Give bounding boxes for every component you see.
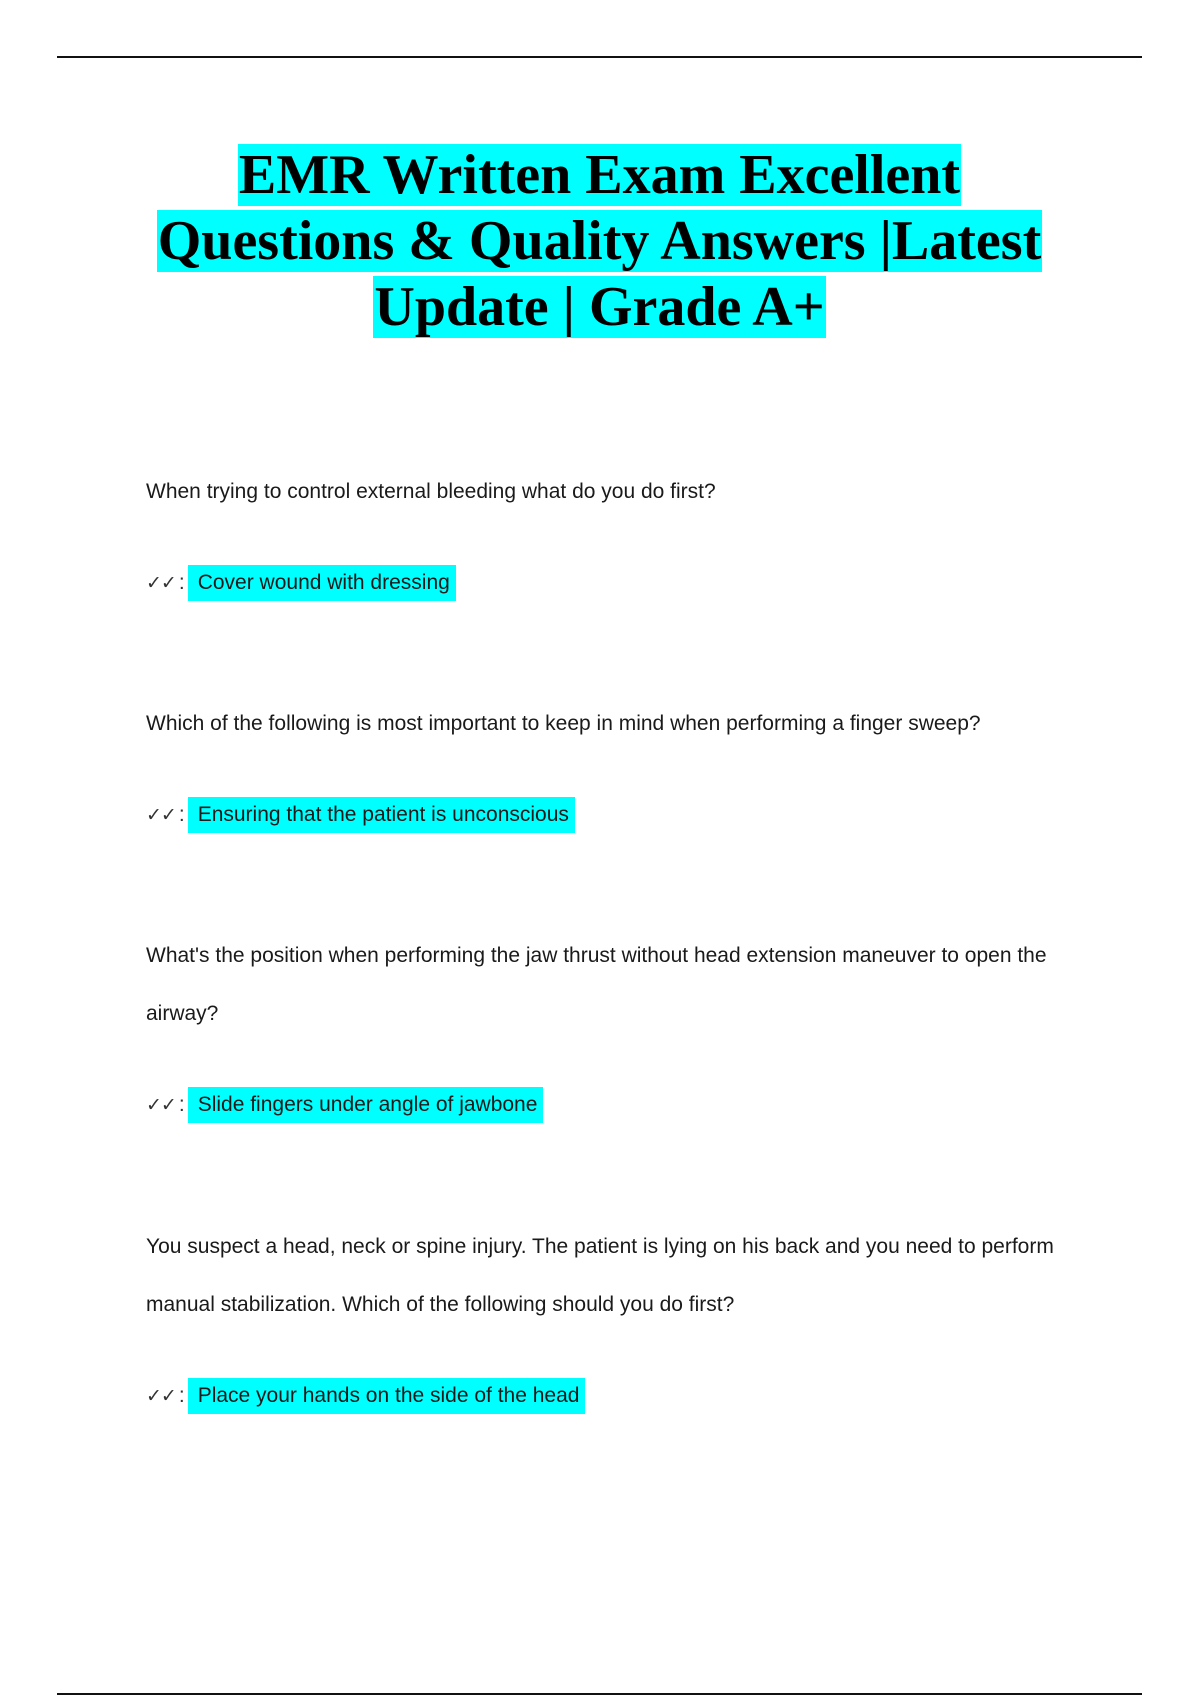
answer-text: Ensuring that the patient is unconscious — [188, 797, 575, 833]
question-text: What's the position when performing the jaw thrust without head extension maneuver to open the airway? — [146, 944, 1047, 1025]
question-text: You suspect a head, neck or spine injury. The patient is lying on his back and you need to perform manual stabilization. Which of the following should you do first? — [146, 1235, 1054, 1316]
double-check-icon: ✓✓ — [146, 1094, 176, 1116]
title-line-3: Update | Grade A+ — [374, 276, 825, 338]
double-check-icon: ✓✓ — [146, 572, 176, 594]
qa-item-1 — [146, 477, 1086, 594]
answer-text: Slide fingers under angle of jawbone — [188, 1087, 544, 1123]
double-check-icon: ✓✓ — [146, 804, 176, 826]
answer-text: Place your hands on the side of the head — [188, 1378, 586, 1414]
top-rule — [57, 56, 1142, 58]
answer-text: Cover wound with dressing — [188, 565, 456, 601]
question-text: When trying to control external bleeding what do you do first? — [146, 480, 716, 503]
qa-item-3 — [146, 941, 1086, 1116]
answer-row: ✓✓ : Cover wound with dressing — [146, 565, 456, 601]
answer-row: ✓✓ : Place your hands on the side of the head — [146, 1378, 585, 1414]
title-line-1: EMR Written Exam Excellent — [238, 144, 961, 206]
qa-item-4 — [146, 1232, 1086, 1407]
double-check-icon: ✓✓ — [146, 1385, 176, 1407]
answer-row: ✓✓ : Slide fingers under angle of jawbone — [146, 1087, 543, 1123]
bottom-rule — [57, 1693, 1142, 1695]
answer-row: ✓✓ : Ensuring that the patient is unconscious — [146, 797, 575, 833]
qa-item-2 — [146, 709, 1086, 826]
title-line-2: Questions & Quality Answers |Latest — [157, 210, 1042, 272]
document-title — [57, 142, 1142, 340]
question-text: Which of the following is most important to keep in mind when performing a finger sweep? — [146, 712, 981, 735]
